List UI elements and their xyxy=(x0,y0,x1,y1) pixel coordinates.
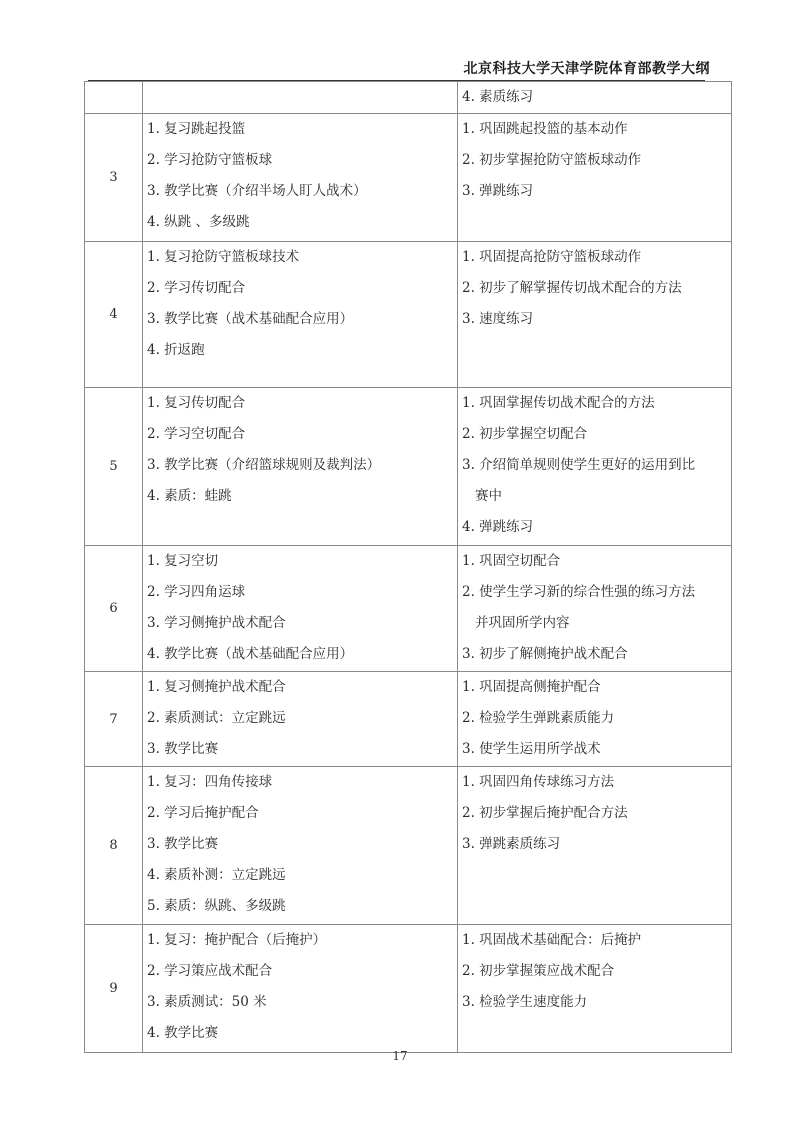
content-item: 1. 复习跳起投篮 xyxy=(147,121,246,137)
goal-item: 1. 巩固提高侧掩护配合 xyxy=(462,679,601,695)
week-number-cell: 8 xyxy=(85,767,143,925)
goal-item: 赛中 xyxy=(475,488,502,504)
teaching-content-cell xyxy=(143,672,458,767)
page-number: 17 xyxy=(392,1049,408,1063)
content-item: 4. 纵跳 、多级跳 xyxy=(147,214,250,230)
teaching-goals-cell xyxy=(458,388,732,546)
week-number-cell: 6 xyxy=(85,546,143,672)
teaching-goals-cell xyxy=(458,672,732,767)
content-item: 4. 素质：蛙跳 xyxy=(147,488,232,504)
week-number-cell: 7 xyxy=(85,672,143,767)
goal-item: 4. 弹跳练习 xyxy=(462,519,534,535)
goal-item: 2. 初步了解掌握传切战术配合的方法 xyxy=(462,280,682,296)
content-item: 2. 学习策应战术配合 xyxy=(147,963,273,979)
goal-item: 3. 弹跳练习 xyxy=(462,183,534,199)
content-item: 4. 教学比赛 xyxy=(147,1025,219,1041)
goal-item: 2. 初步掌握策应战术配合 xyxy=(462,963,615,979)
content-item: 3. 教学比赛 xyxy=(147,836,219,852)
goal-item: 1. 巩固四角传球练习方法 xyxy=(462,774,615,790)
content-item: 4. 折返跑 xyxy=(147,342,205,358)
content-item: 1. 复习：掩护配合（后掩护） xyxy=(147,932,327,948)
week-number-cell: 4 xyxy=(85,242,143,388)
teaching-content-cell xyxy=(143,242,458,388)
table-row xyxy=(85,242,732,388)
goal-item: 2. 使学生学习新的综合性强的练习方法 xyxy=(462,584,696,600)
table-row xyxy=(85,672,732,767)
table-row xyxy=(85,925,732,1053)
teaching-goals-cell xyxy=(458,242,732,388)
teaching-plan-table xyxy=(84,81,732,1053)
table-row xyxy=(85,546,732,672)
content-item: 5. 素质：纵跳、多级跳 xyxy=(147,898,286,914)
goal-item: 4. 素质练习 xyxy=(462,89,534,105)
content-item: 3. 教学比赛（战术基础配合应用） xyxy=(147,311,354,327)
table-row xyxy=(85,767,732,925)
teaching-content-cell xyxy=(143,388,458,546)
content-item: 2. 学习四角运球 xyxy=(147,584,246,600)
table-row xyxy=(85,388,732,546)
goal-item: 2. 初步掌握后掩护配合方法 xyxy=(462,805,628,821)
content-item: 4. 教学比赛（战术基础配合应用） xyxy=(147,646,354,662)
content-item: 2. 学习抢防守篮板球 xyxy=(147,152,273,168)
goal-item: 1. 巩固战术基础配合：后掩护 xyxy=(462,932,642,948)
week-number-cell: 3 xyxy=(85,114,143,242)
content-item: 3. 教学比赛（介绍半场人盯人战术） xyxy=(147,183,367,199)
goal-item: 3. 弹跳素质练习 xyxy=(462,836,561,852)
table-row xyxy=(85,114,732,242)
table-body xyxy=(85,82,732,1053)
content-item: 1. 复习抢防守篮板球技术 xyxy=(147,249,300,265)
goal-item: 3. 使学生运用所学战术 xyxy=(462,741,601,757)
document-header-title: 北京科技大学天津学院体育部教学大纲 xyxy=(463,61,710,77)
content-item: 1. 复习：四角传接球 xyxy=(147,774,273,790)
table-row xyxy=(85,82,732,114)
week-number-cell xyxy=(85,82,143,114)
goal-item: 2. 检验学生弹跳素质能力 xyxy=(462,710,615,726)
teaching-goals-cell xyxy=(458,114,732,242)
content-item: 2. 素质测试：立定跳远 xyxy=(147,710,286,726)
content-item: 3. 学习侧掩护战术配合 xyxy=(147,615,286,631)
content-item: 4. 素质补测：立定跳远 xyxy=(147,867,286,883)
week-number-cell: 5 xyxy=(85,388,143,546)
content-item: 3. 教学比赛（介绍篮球规则及裁判法） xyxy=(147,457,381,473)
teaching-goals-cell xyxy=(458,767,732,925)
goal-item: 3. 检验学生速度能力 xyxy=(462,994,588,1010)
teaching-goals-cell xyxy=(458,925,732,1053)
content-item: 1. 复习侧掩护战术配合 xyxy=(147,679,286,695)
teaching-goals-cell xyxy=(458,546,732,672)
content-item: 2. 学习后掩护配合 xyxy=(147,805,259,821)
goal-item: 1. 巩固掌握传切战术配合的方法 xyxy=(462,395,655,411)
week-number-cell: 9 xyxy=(85,925,143,1053)
goal-item: 2. 初步掌握抢防守篮板球动作 xyxy=(462,152,642,168)
goal-item: 并巩固所学内容 xyxy=(475,615,570,631)
content-item: 2. 学习空切配合 xyxy=(147,426,246,442)
content-item: 2. 学习传切配合 xyxy=(147,280,246,296)
goal-item: 1. 巩固空切配合 xyxy=(462,553,561,569)
teaching-content-cell xyxy=(143,82,458,114)
content-item: 1. 复习传切配合 xyxy=(147,395,246,411)
teaching-content-cell xyxy=(143,767,458,925)
teaching-goals-cell xyxy=(458,82,732,114)
teaching-content-cell xyxy=(143,114,458,242)
goal-item: 3. 介绍简单规则使学生更好的运用到比 xyxy=(462,457,696,473)
goal-item: 1. 巩固提高抢防守篮板球动作 xyxy=(462,249,642,265)
content-item: 3. 素质测试：50 米 xyxy=(147,994,267,1010)
content-item: 1. 复习空切 xyxy=(147,553,219,569)
goal-item: 2. 初步掌握空切配合 xyxy=(462,426,588,442)
goal-item: 3. 速度练习 xyxy=(462,311,534,327)
teaching-content-cell xyxy=(143,546,458,672)
teaching-content-cell xyxy=(143,925,458,1053)
goal-item: 1. 巩固跳起投篮的基本动作 xyxy=(462,121,628,137)
goal-item: 3. 初步了解侧掩护战术配合 xyxy=(462,646,628,662)
content-item: 3. 教学比赛 xyxy=(147,741,219,757)
